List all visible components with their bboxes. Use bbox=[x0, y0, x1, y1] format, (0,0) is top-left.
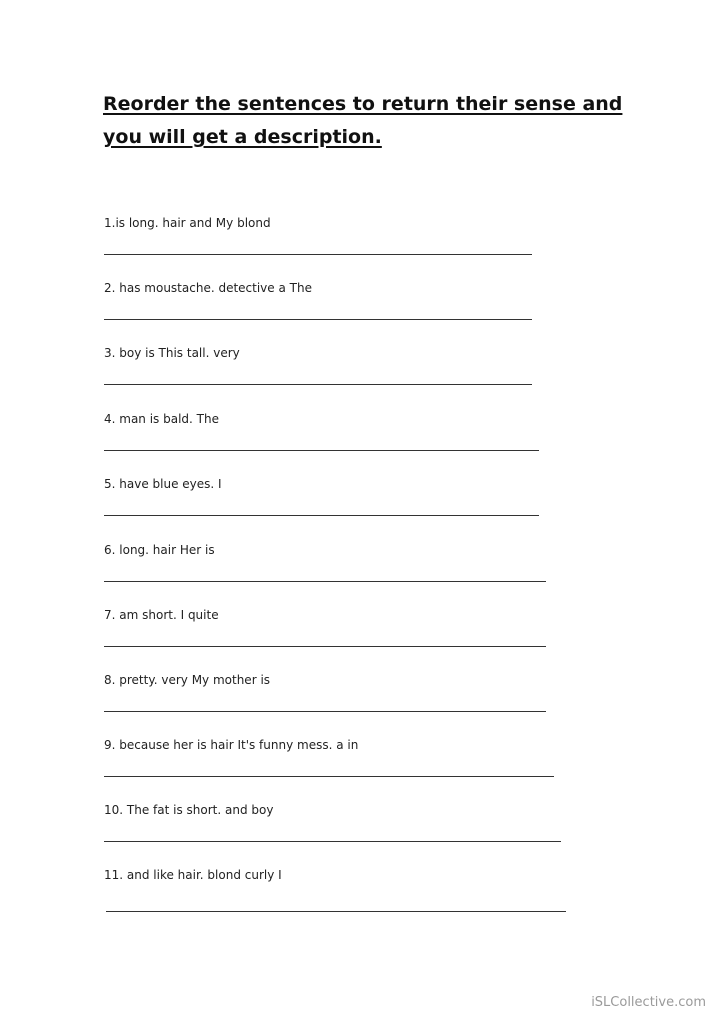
exercise-prompt: 5. have blue eyes. I bbox=[104, 477, 222, 491]
exercise-prompt: 1.is long. hair and My blond bbox=[104, 216, 271, 230]
exercise-item-7 bbox=[104, 607, 219, 623]
exercise-item-9 bbox=[104, 737, 358, 753]
answer-line bbox=[104, 776, 554, 777]
answer-line bbox=[106, 911, 566, 912]
answer-line bbox=[104, 581, 546, 582]
exercise-prompt: 3. boy is This tall. very bbox=[104, 346, 240, 360]
exercise-prompt: 2. has moustache. detective a The bbox=[104, 281, 312, 295]
title-line-2: you will get a description. bbox=[103, 126, 382, 148]
answer-line bbox=[104, 450, 539, 451]
answer-line bbox=[104, 319, 532, 320]
exercise-prompt: 9. because her is hair It's funny mess. a in bbox=[104, 738, 359, 752]
title-line-1: Reorder the sentences to return their sense and bbox=[103, 93, 623, 115]
exercise-item-8 bbox=[104, 672, 270, 688]
exercise-prompt: 11. and like hair. blond curly I bbox=[104, 868, 282, 882]
exercise-prompt: 4. man is bald. The bbox=[104, 412, 219, 426]
exercise-prompt: 10. The fat is short. and boy bbox=[104, 803, 274, 817]
exercise-item-2 bbox=[104, 280, 312, 296]
exercise-item-11 bbox=[104, 867, 282, 883]
answer-line bbox=[104, 515, 539, 516]
answer-line bbox=[104, 254, 532, 255]
exercise-item-3 bbox=[104, 345, 240, 361]
exercise-prompt: 6. long. hair Her is bbox=[104, 543, 215, 557]
answer-line bbox=[104, 384, 532, 385]
exercise-prompt: 7. am short. I quite bbox=[104, 608, 219, 622]
answer-line bbox=[104, 711, 546, 712]
exercise-item-6 bbox=[104, 542, 215, 558]
exercise-prompt: 8. pretty. very My mother is bbox=[104, 673, 271, 687]
answer-line bbox=[104, 646, 546, 647]
worksheet-title bbox=[103, 88, 623, 154]
exercise-item-10 bbox=[104, 802, 273, 818]
exercise-item-4 bbox=[104, 411, 219, 427]
answer-line bbox=[104, 841, 561, 842]
exercise-item-1 bbox=[104, 215, 271, 231]
exercise-item-5 bbox=[104, 476, 222, 492]
site-watermark: iSLCollective.com bbox=[591, 995, 706, 1010]
